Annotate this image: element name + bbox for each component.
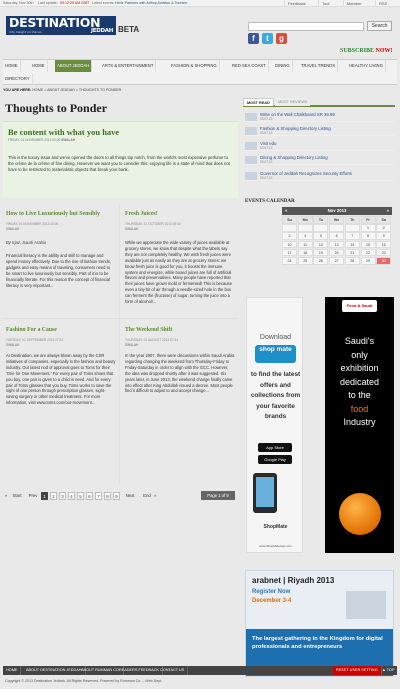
calendar-day [298,224,313,232]
calendar-day[interactable]: 13 [329,241,344,249]
most-read-date: 03.07.13 [260,131,273,135]
calendar-day[interactable]: 14 [345,241,360,249]
most-read-item[interactable] [243,154,395,165]
calendar-day[interactable]: 3 [282,232,297,240]
calendar-weekday: Th [345,216,360,224]
search-input[interactable] [248,22,364,31]
calendar-day[interactable]: 26 [313,257,328,265]
featured-article [3,121,238,198]
most-read-title: Dining & Shopping Directory Listing [260,155,328,160]
pager-start[interactable]: Start [12,493,22,498]
logo-city: JEDDAH [91,28,113,34]
calendar-day[interactable]: 29 [361,257,376,265]
thumbnail-icon [245,113,257,121]
thumbnail-icon [245,172,257,180]
thumbnail-icon [245,156,257,164]
calendar-weekday: Fr [361,216,376,224]
arabnet-ad[interactable] [245,570,394,677]
calendar-day[interactable]: 19 [313,249,328,257]
calendar-day[interactable]: 1 [361,224,376,232]
shopmate-ad[interactable] [246,297,303,553]
calendar-day [282,224,297,232]
breadcrumb [3,86,239,94]
article-body: At Destination, we are always blown away by the CSR initiatives of companies, especially in the fashion and beauty industry. Our latest nod of approval goes to Toms for their 'One for One Movement.' For every pair of Toms shoes that you buy, one pair is given to a child in need. And for every pair of Toms glasses that you buy, Toms works to save the sight of one person through prescription glasses, sight-saving surgery or other medical treatment. For more information, visit www.toms.com/our-movement... [6,353,116,406]
ad-food-line: food [350,403,369,414]
footer-link-about-destination[interactable]: ABOUT DESTINATION JEDDAH [23,666,86,675]
calendar-weekday: Tu [313,216,328,224]
main-navigation [3,59,397,85]
most-read-item[interactable] [243,170,395,181]
calendar-day[interactable]: 11 [298,241,313,249]
article-body: Financial literacy is the ability and skill to manage and spend money effectively. Due to the rise of fashion trends, gadgets and easy means of traveling, consumers need to be smart to live luxuriously but sensibly. Part of it is to be financially literate. For this reason the concept of financial literacy is very important... [6,253,111,288]
row-divider [3,318,238,319]
calendar-weekday: Mo [298,216,313,224]
building-image-icon [346,591,386,619]
breadcrumb-about[interactable]: ABOUT JEDDAH [47,88,75,92]
calendar-day[interactable]: 30 [376,257,391,265]
calendar-weekday: Sa [376,216,391,224]
latest-events-label: Latest events: [92,1,115,5]
article-title[interactable]: Fresh Juices! [125,211,158,217]
beta-label: BETA [118,25,140,34]
ad-food-line: dedicated [339,376,380,387]
tool-link[interactable]: Tool [318,0,332,7]
pager-page[interactable]: 5 [77,492,84,500]
ad-food-line: to the [348,390,371,400]
most-read-date: 03.07.13 [260,160,273,164]
calendar-day[interactable]: 9 [376,232,391,240]
most-read-date: 03.07.13 [260,117,273,121]
reset-user-setting-button[interactable]: RESET USER SETTING [333,666,382,675]
nav-home[interactable]: HOME [30,60,48,72]
member-link[interactable]: Member [343,0,365,7]
footer-link-home[interactable]: HOME [3,666,21,675]
arrow-up-icon: ▲ [382,668,386,672]
footer-link-feedback[interactable]: READERS FEEDBACK [116,666,163,675]
pager-last-icon[interactable]: » [154,493,157,498]
calendar-day[interactable]: 24 [282,257,297,265]
events-calendar [282,207,392,267]
article-title[interactable]: The Weekend Shift [125,327,173,333]
last-update-time: 09:12:20 AM GMT [60,1,90,5]
food-saudi-logo: Food & Saudi [342,300,377,312]
shopmate-logo: shop mate [255,345,296,363]
ad-food-line: Industry [343,417,376,427]
arabnet-dates: December 3-4 [252,598,292,604]
calendar-day[interactable]: 18 [298,249,313,257]
top-bar [0,0,400,7]
tab-most-read[interactable]: MOST READ [243,98,274,106]
pager-page[interactable]: 4 [68,492,75,500]
most-read-title: Governor of Jeddah Recognizes Security Efforts [260,171,352,176]
pager-page[interactable]: 9 [113,492,120,500]
google-plus-icon[interactable]: g [276,33,287,44]
article-author: SWALAH [125,343,139,347]
pager-next[interactable]: Next [125,493,135,498]
latest-event-link[interactable]: Hertz Partners with Adhop Aviation & Tourism [115,1,188,5]
most-read-date: 03.07.13 [260,146,273,150]
nav-fashion-shopping[interactable]: FASHION & SHOPPING [169,60,220,72]
most-read-date: 03.07.13 [260,176,273,180]
pager-page[interactable]: 1 [41,492,48,500]
pager-page[interactable]: 2 [50,492,57,500]
calendar-day[interactable]: 25 [298,257,313,265]
calendar-day[interactable]: 2 [376,224,391,232]
ad-download-text: Download [259,334,292,341]
current-date: Saturday, Nov 30th [3,1,34,5]
calendar-day[interactable]: 22 [361,249,376,257]
calendar-day[interactable]: 6 [329,232,344,240]
article-date: THURSDAY, 01 AUGUST 2013 07:44 [125,338,178,342]
back-to-top-link[interactable]: ▲ TOP [382,668,395,672]
pager-end[interactable]: End [143,493,151,498]
calendar-day[interactable]: 20 [329,249,344,257]
article-byline: By Irjaz, Saudi Arabia [6,240,47,245]
arabnet-register: Register Now [252,589,291,595]
article-title[interactable]: Fashion For a Cause [6,327,57,333]
search-button[interactable]: Search [367,21,392,31]
rss-link[interactable]: RSS [375,0,390,7]
calendar-day[interactable]: 21 [345,249,360,257]
feedback-link[interactable]: Feedback [284,0,309,7]
thumbnail-icon [245,127,257,135]
breadcrumb-sep: > [75,88,78,92]
orange-image-icon [339,493,381,535]
calendar-day [329,224,344,232]
calendar-month: Nov 2013 [327,208,347,213]
tab-most-reviews[interactable]: MOST REVIEWS [275,98,310,106]
sidebar-tabs [243,98,395,107]
facebook-icon[interactable]: f [248,33,259,44]
calendar-day[interactable]: 28 [345,257,360,265]
page-count: Page 1 of 9 [201,491,235,500]
subscribe-text: SUBSCRIBE [340,48,375,54]
most-read-title: Write on the Wall Chalkboard SR 39.99 [260,112,335,117]
nav-dining[interactable]: DINING [273,60,293,72]
thumbnail-icon [245,142,257,150]
calendar-day [313,224,328,232]
most-read-item[interactable] [243,125,395,136]
pager-page[interactable]: 7 [95,492,102,500]
article-author: SWALAH [125,227,139,231]
logo-tagline: City Insight on the Go [9,30,42,34]
pager-page[interactable]: 3 [59,492,66,500]
nav-directory[interactable]: DIRECTORY [3,73,33,85]
nav-healthy-living[interactable]: HEALTHY LIVING [347,60,386,72]
food-exhibition-ad[interactable] [325,297,394,553]
article-date: TUESDAY, 01 SEPTEMBER 2013 07:22 [6,338,64,342]
column-divider [119,205,120,483]
article-date: THURSDAY, 31 OCTOBER 2013 00:00 [125,222,181,226]
calendar-day[interactable]: 27 [329,257,344,265]
calendar-weekday: We [329,216,344,224]
nav-arts-entertainment[interactable]: ARTS & ENTERTAINMENT [100,60,156,72]
breadcrumb-home[interactable]: HOME [32,88,44,92]
footer-navigation [3,666,397,675]
calendar-day[interactable]: 15 [361,241,376,249]
ad-brand-name: ShopMate [263,524,288,530]
ad-tagline: to find the latest offers and collections from your favorite brands [250,371,301,420]
calendar-header [282,207,392,215]
site-logo[interactable] [6,16,116,35]
pager-page[interactable]: 8 [104,492,111,500]
breadcrumb-sep: > [44,88,47,92]
pager-first-icon[interactable]: « [5,493,8,498]
pager-prev[interactable]: Prev [28,493,38,498]
ad-url: www.ShopMateApp.com [259,544,292,548]
calendar-day[interactable]: 17 [282,249,297,257]
most-read-item[interactable] [243,111,395,122]
footer-link-contact[interactable]: CONTACT US [157,666,188,675]
calendar-day[interactable]: 7 [345,232,360,240]
breadcrumb-label: YOU ARE HERE: [3,88,32,92]
last-update-label: Last update: [38,1,58,5]
most-read-item[interactable] [243,140,395,151]
logo-main-text: DESTINATION [9,15,101,30]
nav-about-jeddah[interactable]: ABOUT JEDDAH [55,60,92,72]
twitter-icon[interactable]: t [262,33,273,44]
ad-food-line: exhibition [340,363,379,373]
calendar-day[interactable]: 4 [298,232,313,240]
events-calendar-heading: EVENTS CALENDAR [245,199,295,204]
pager-page[interactable]: 6 [86,492,93,500]
article-body: While we appreciate the wide variety of juices available at grocery stores, we know that despite what the labels say they are not completely healthy. We wish fresh juices were available just as easily as they are at grocery stores: we know fresh juice is good for you, it boosts the immune system and energize, while boxed juices are full of artificial flavors and preservatives. Many people have reported that their juices have grown mold or fermented! This is because even a tiny bit of air through a needle-sized hole in the box can ferment the (fructose) of sugar, turning the juice into a form of alcohol!... [125,240,232,305]
calendar-day [345,224,360,232]
app-store-badge[interactable]: App Store [258,443,292,452]
calendar-day[interactable]: 16 [376,241,391,249]
article-body: In the year 2007, there were discussions within Saudi Arabia regarding changing the weekend from Thursday-Friday to Friday-Saturday in order to align with the GCC. However, the idea was dropped shortly after it was suggested. Six years later, in June 2013, the weekend change finally came into effect after King Abdullah issued a decree. Most people find it difficult to adjust to and accept change... [125,353,235,394]
ad-food-line: Saudi's [344,336,375,346]
subscribe-now-text: NOW! [375,48,393,54]
calendar-day[interactable]: 5 [313,232,328,240]
nav-red-sea-coast[interactable]: RED SEA COAST [230,60,269,72]
google-play-badge[interactable]: Google Play [258,455,292,464]
calendar-next-icon[interactable]: » [386,208,389,213]
featured-date: FRIDAY, 01 NOVEMBER 2013 00:00 SWALAH [8,138,76,142]
calendar-prev-icon[interactable]: « [285,208,288,213]
featured-title[interactable]: Be content with what you have [8,127,120,137]
article-date: FRIDAY, 01 NOVEMBER 2013 00:00 [6,222,59,226]
nav-travel-trends[interactable]: TRAVEL TRENDS [299,60,338,72]
copyright: Copyright © 2013 Destination Jeddah. All Rights Reserved. Powered by Rumman Co. – Web Dept. [5,679,163,683]
nav-home-alt[interactable]: HOME [3,60,21,72]
calendar-day[interactable]: 23 [376,249,391,257]
most-read-title: Fashion & Shopping Directory Listing [260,126,331,131]
most-read-title: Visit edu [260,141,277,146]
featured-body: This is the luxury issue and we've opened the doors to all things top notch, from the world's most expensive perfume to the crème de la crème of fine dining. However we want you to consider this: enjoying life is a state of mind that does not have to be restricted to materialistic objects that break your bank. [8,155,230,173]
breadcrumb-current: THOUGHTS TO PONDER [78,88,122,92]
featured-author: SWALAH [61,138,76,142]
article-author: SWALAH [6,343,20,347]
calendar-day[interactable]: 12 [313,241,328,249]
calendar-weekday: Su [282,216,297,224]
page-title: Thoughts to Ponder [5,101,108,115]
article-author: SWALAH [6,227,20,231]
arabnet-title: arabnet | Riyadh 2013 [252,576,335,585]
footer-link-about-rumman[interactable]: ABOUT RUMMAN CO. [78,666,124,675]
phone-image-icon [253,473,277,513]
calendar-day[interactable]: 10 [282,241,297,249]
arabnet-tagline: The largest gathering in the Kingdom for digital professionals and entrepreneurs [246,629,393,676]
ad-food-line: only [351,349,368,360]
calendar-day[interactable]: 8 [361,232,376,240]
article-title[interactable]: How to Live Luxuriously but Sensibly [6,211,100,217]
subscribe-link[interactable] [340,48,393,54]
